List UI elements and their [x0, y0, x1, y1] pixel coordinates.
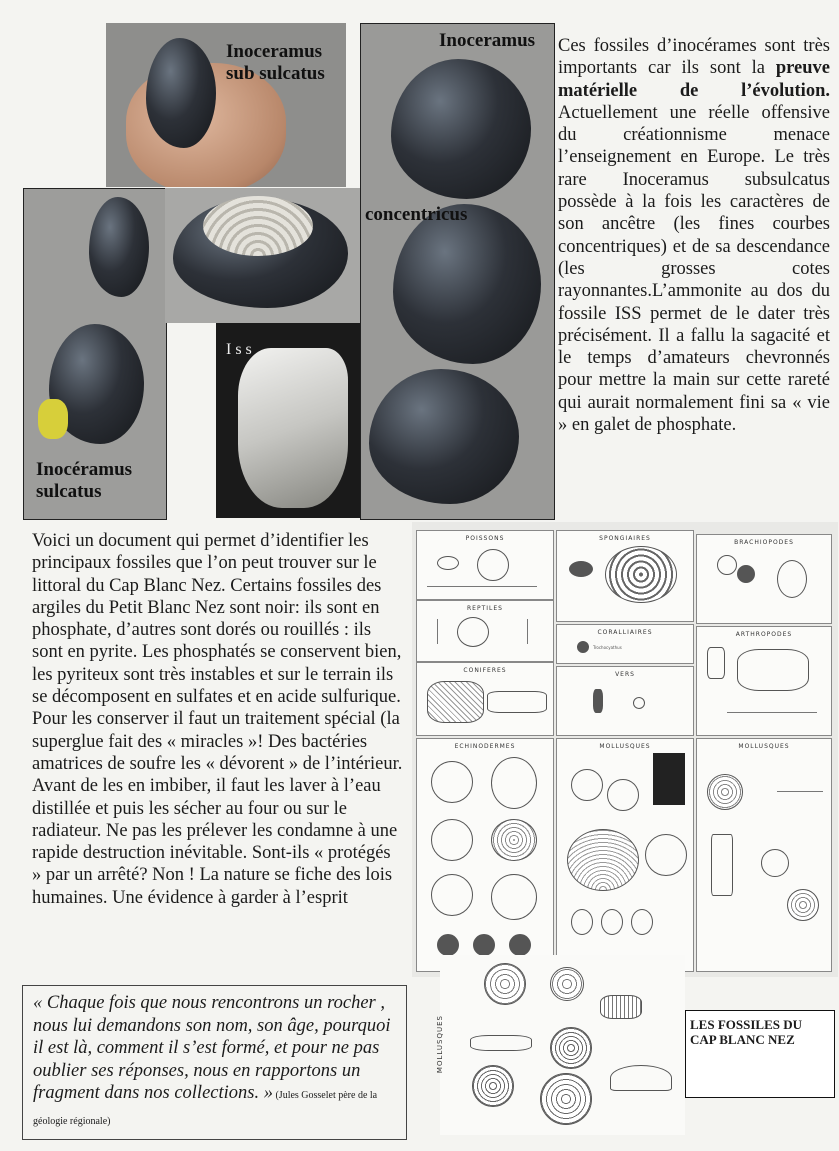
panel-spongiaires: SPONGIAIRES: [556, 530, 694, 622]
panel-coniferes: CONIFERES: [416, 662, 554, 736]
panel-brachiopodes: BRACHIOPODES: [696, 534, 832, 624]
iss-label: I s s: [226, 341, 252, 358]
panel-echinodermes: ECHINODERMES: [416, 738, 554, 972]
panel-mollusques-2: MOLLUSQUES: [696, 738, 832, 972]
sub-sulcatus-label: Inoceramus sub sulcatus: [226, 41, 325, 84]
quote-box: [22, 985, 407, 1140]
quote-attribution: (Jules Gosselet père de la géologie régionale): [33, 1090, 378, 1127]
concentricus-label-top: Inoceramus: [439, 30, 536, 51]
body-paragraph: Voici un document qui permet d’identifier les principaux fossiles que l’on peut trouver sur le littoral du Cap Blanc Nez. Certains fossiles des argiles du Petit Blanc Nez sont noir: ils sont en phosphate, d’autres sont dorés ou rouillés : ils sont en pyrite. Les phosphatés se conservent bien, les pyriteux sont très instables et sur le terrain ils se décomposent en sulfates et en acide sulfurique. Pour les conserver il faut un traitement spécial (la superglue fait des « miracles »! Des bactéries amatrices de soufre les « dévorent » de l’intérieur. Avant de les en imbiber, il faut les laver à l’eau distillée et puis les sécher au four ou sur le radiateur. Ne pas les prélever les condamne à une rapide destruction inévitable. Sont-ils « protégés » par un arrêté? Non ! La nature se fiche des lois humaines. Une évidence à garder à l’esprit: [32, 531, 403, 908]
photo-sub-sulcatus: [106, 23, 346, 187]
sulcatus-label: Inocéramus sulcatus: [36, 459, 133, 502]
quote-text: « Chaque fois que nous rencontrons un rocher , nous lui demandons son nom, son âge, pourquoi il est là, comment il s’est formé, et pour ne pas oublier ses réponses, nous en rapportons un fragment dans nos collections. » (Jules Gosselet père de la géologie régionale): [33, 993, 391, 1127]
chart-title: LES FOSSILES DU CAP BLANC NEZ: [690, 1017, 802, 1047]
panel-mollusques-1: MOLLUSQUES: [556, 738, 694, 972]
chart-title-box: [685, 1010, 835, 1098]
panel-poissons: POISSONS: [416, 530, 554, 600]
photo-sulcatus: [23, 188, 167, 520]
mollusc-side-label: MOLLUSQUES: [436, 1015, 444, 1074]
panel-reptiles: REPTILES: [416, 600, 554, 662]
panel-coralliaires: CORALLIAIRES Trochocyathus: [556, 624, 694, 664]
panel-arthropodes: ARTHROPODES: [696, 626, 832, 736]
panel-vers: VERS: [556, 666, 694, 736]
concentricus-label-mid: concentricus: [365, 204, 468, 225]
photo-concentricus: [360, 23, 555, 520]
photo-ammonite-cast: [165, 188, 360, 323]
intro-paragraph: Ces fossiles d’inocérames sont très importants car ils sont la preuve matérielle de l’évolution. Actuellement une réelle offensive du créationnisme menace l’enseignement en Europe. Le très rare Inoceramus subsulcatus possède à la fois les caractères de son ancêtre (les fines courbes concentriques) et de sa descendance (les grosses cotes rayonnantes.L’ammonite au dos du fossile ISS permet de le dater très précisément. Il a fallu la sagacité et le temps d’amateurs chevronnés pour mettre la main sur cette rareté qui aurait normalement fini sa « vie » en galet de phosphate.: [558, 36, 830, 436]
intro-bold: preuve matérielle de l’évolution.: [558, 58, 830, 101]
photo-iss: [216, 323, 360, 518]
mollusc-sketches: [436, 955, 685, 1135]
